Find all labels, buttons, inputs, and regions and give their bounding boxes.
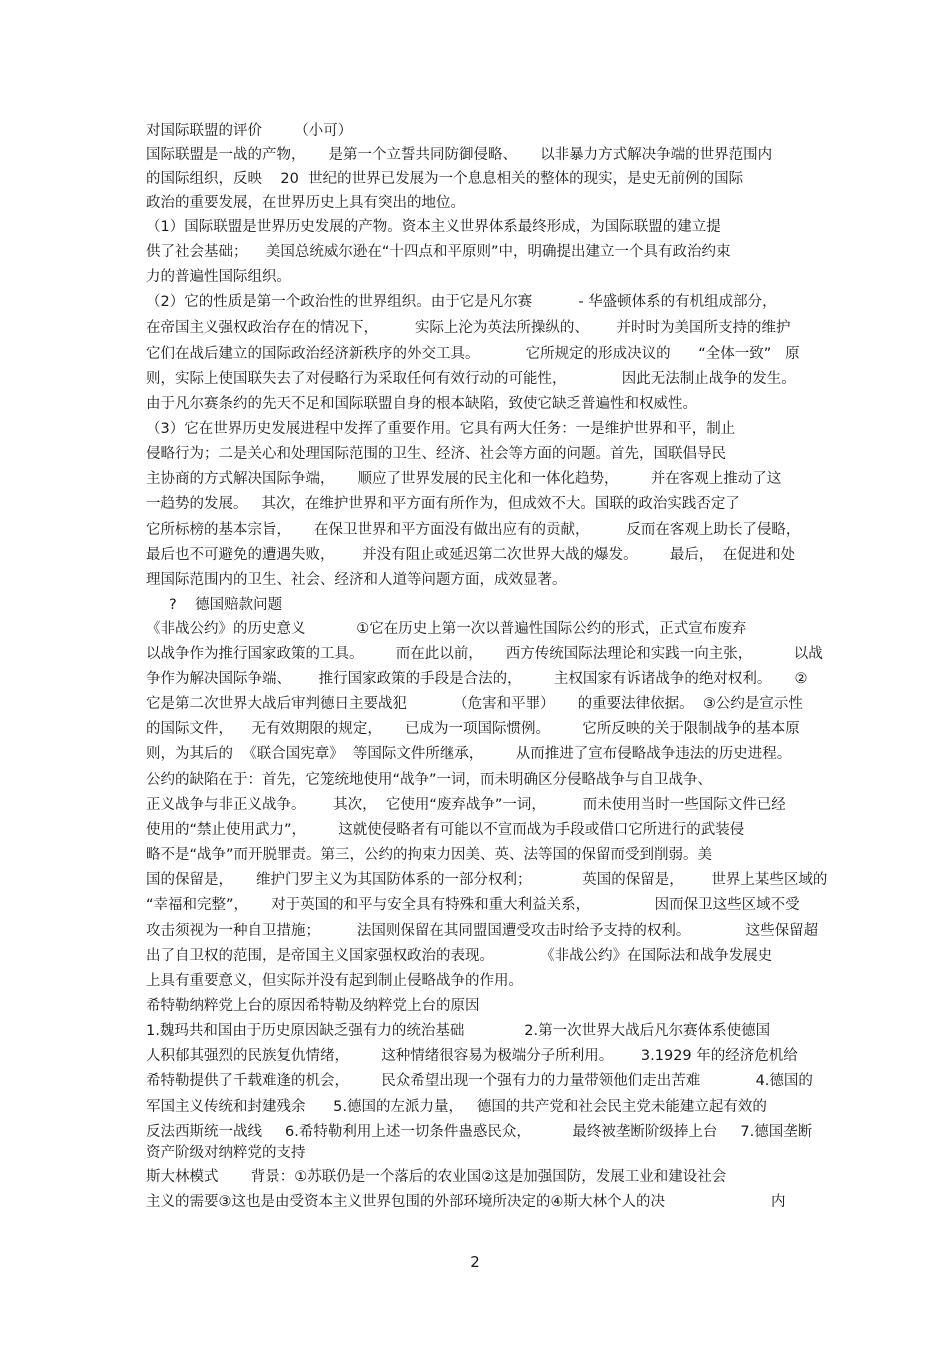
text-line: 使用的“禁止使用武力”， 这就使侵略者有可能以不宣而战为手段或借口它所进行的武装侵	[146, 822, 745, 838]
text-line: （2）它的性质是第一个政治性的世界组织。由于它是凡尔赛 - 华盛顿体系的有机组成部分，	[146, 294, 777, 310]
text-line: 正义战争与非正义战争。 其次， 它使用“废弃战争”一词， 而未使用当时一些国际文件已经	[146, 797, 786, 813]
text-line: 在帝国主义强权政治存在的情况下， 实际上沦为英法所操纵的、 并时时为美国所支持的维护	[146, 320, 791, 336]
text-line: 《非战公约》的历史意义 ①它在历史上第一次以普遍性国际公约的形式，正式宣布废弃	[146, 621, 747, 637]
section-title: ? 德国赔款问题	[146, 597, 283, 613]
text-line: 的国际组织，反映 20 世纪的世界已发展为一个息息相关的整体的现实，是史无前例的国际	[146, 171, 744, 187]
text-line: 理国际范围内的卫生、社会、经济和人道等问题方面，成效显著。	[146, 572, 567, 588]
text-line: 出了自卫权的范围，是帝国主义国家强权政治的表现。 《非战公约》在国际法和战争发展史	[146, 948, 773, 964]
text-line: 反法西斯统一战线 6.希特勒利用上述一切条件蛊惑民众， 最终被垄断阶级捧上台 7.德国垄断	[146, 1124, 813, 1140]
text-line: 国的保留是， 维护门罗主义为其国防体系的一部分权利； 英国的保留是， 世界上某些区域的	[146, 872, 828, 888]
text-line: 资产阶级对纳粹党的支持	[146, 1145, 306, 1161]
text-line: （3）它在世界历史发展进程中发挥了重要作用。它具有两大任务：一是维护世界和平，制止	[146, 421, 736, 437]
text-line: 主协商的方式解决国际争端， 顺应了世界发展的民主化和一体化趋势， 并在客观上推动了这	[146, 471, 782, 487]
text-line: 攻击须视为一种自卫措施； 法国则保留在其同盟国遭受攻击时给予支持的权利。 这些保留超	[146, 923, 819, 939]
text-line: 侵略行为；二是关心和处理国际范围的卫生、经济、社会等方面的问题。首先，国联倡导民	[146, 446, 726, 462]
text-line: 争作为解决国际争端、 推行国家政策的手段是合法的， 主权国家有诉诸战争的绝对权利。 ②	[146, 671, 808, 687]
text-line: 公约的缺陷在于：首先，它笼统地使用“战争”一词，而未明确区分侵略战争与自卫战争、	[146, 772, 713, 788]
text-line: 最后也不可避免的遭遇失败， 并没有阻止或延迟第二次世界大战的爆发。 最后， 在促进和处	[146, 547, 796, 563]
text-line: 1.魏玛共和国由于历史原因缺乏强有力的统治基础 2.第一次世界大战后凡尔赛体系使德国	[146, 1023, 771, 1039]
text-line: 它是第二次世界大战后审判德日主要战犯 （危害和平罪） 的重要法律依据。 ③公约是宣示性	[146, 696, 803, 712]
text-line: 的国际文件， 无有效期限的规定， 已成为一项国际惯例。 它所反映的关于限制战争的基本原	[146, 721, 800, 737]
text-line: 希特勒提供了千载难逢的机会， 民众希望出现一个强有力的力量带领他们走出苦难 4.德国的	[146, 1073, 813, 1089]
text-line: （1）国际联盟是世界历史发展的产物。资本主义世界体系最终形成，为国际联盟的建立提	[146, 219, 721, 235]
text-line: 则，为其后的 《联合国宪章》 等国际文件所继承， 从而推进了宣布侵略战争违法的历史进程。	[146, 746, 792, 762]
page-number: 2	[470, 1253, 480, 1271]
text-line: 军国主义传统和封建残余 5.德国的左派力量， 德国的共产党和社会民主党未能建立起有效的	[146, 1099, 767, 1115]
text-line: 由于凡尔赛条约的先天不足和国际联盟自身的根本缺陷，致使它缺乏普遍性和权威性。	[146, 396, 697, 412]
section-title: 希特勒纳粹党上台的原因希特勒及纳粹党上台的原因	[146, 998, 480, 1014]
text-line: 以战争作为推行国家政策的工具。 而在此以前， 西方传统国际法理论和实践一向主张， 以战	[146, 646, 823, 662]
text-line: 供了社会基础； 美国总统威尔逊在“十四点和平原则”中，明确提出建立一个具有政治约束	[146, 244, 731, 260]
section-title: 对国际联盟的评价 （小可）	[146, 123, 353, 139]
text-line: 人积郁其强烈的民族复仇情绪， 这种情绪很容易为极端分子所利用。 3.1929 年的经济危机给	[146, 1048, 798, 1064]
text-line: 则，实际上使国联失去了对侵略行为采取任何有效行动的可能性， 因此无法制止战争的发生。	[146, 371, 796, 387]
text-line: 力的普遍性国际组织。	[146, 269, 291, 285]
text-line: 略不是“战争”而开脱罪责。第三，公约的拘束力因美、英、法等国的保留而受到削弱。美	[146, 847, 713, 863]
text-line: 主义的需要③这也是由受资本主义世界包围的外部环境所决定的④斯大林个人的决 内	[146, 1194, 786, 1210]
text-line: 上具有重要意义，但实际并没有起到制止侵略战争的作用。	[146, 973, 523, 989]
text-line: “幸福和完整”， 对于英国的和平与安全具有特殊和重大利益关系， 因而保卫这些区域不受	[146, 897, 800, 913]
text-line: 一趋势的发展。 其次，在维护世界和平方面有所作为，但成效不大。国联的政治实践否定了	[146, 496, 740, 512]
text-line: 它们在战后建立的国际政治经济新秩序的外交工具。 它所规定的形成决议的 “全体一致” 原	[146, 346, 800, 362]
text-line: 国际联盟是一战的产物， 是第一个立誓共同防御侵略、 以非暴力方式解决争端的世界范围内	[146, 147, 773, 163]
text-line: 政治的重要发展，在世界历史上具有突出的地位。	[146, 195, 465, 211]
text-line: 它所标榜的基本宗旨， 在保卫世界和平方面没有做出应有的贡献， 反而在客观上助长了侵略，	[146, 522, 801, 538]
section-title: 斯大林模式 背景：①苏联仍是一个落后的农业国②这是加强国防，发展工业和建设社会	[146, 1169, 727, 1185]
